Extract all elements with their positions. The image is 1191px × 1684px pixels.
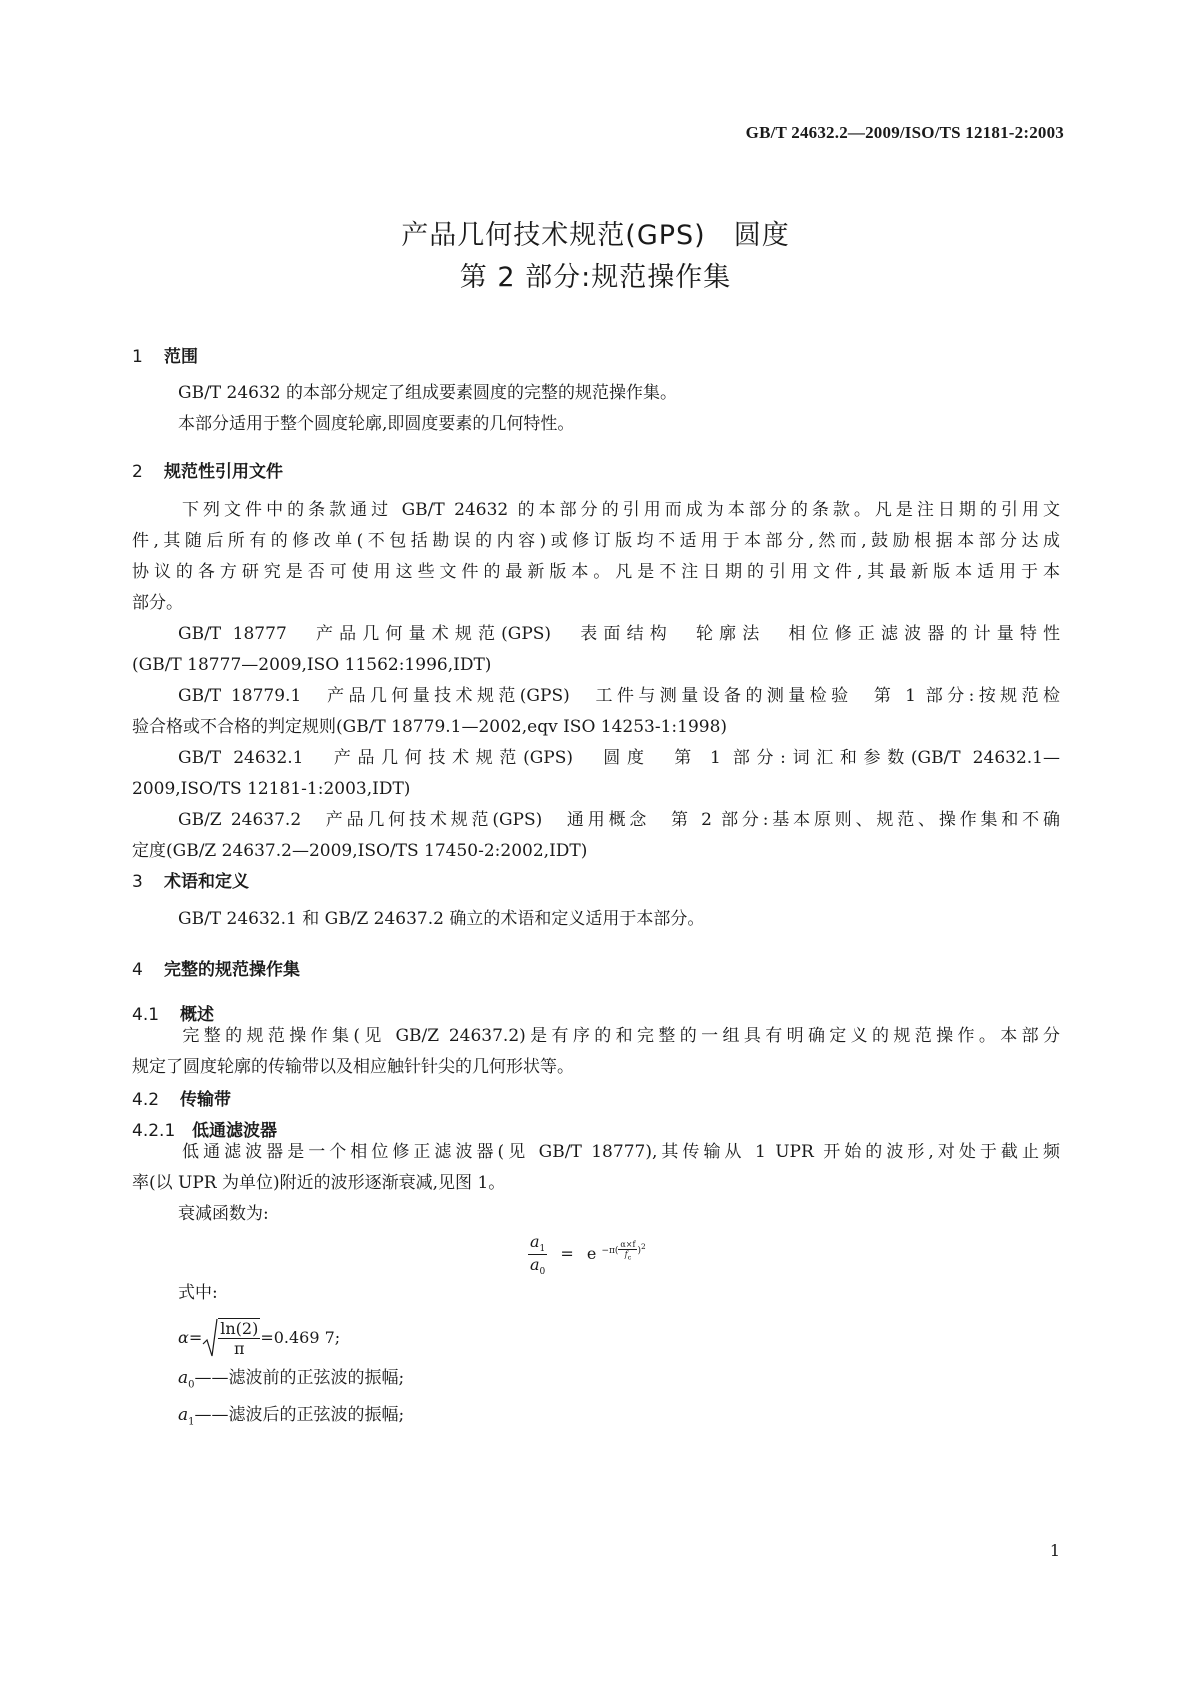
section-number: 4.2 bbox=[132, 1090, 160, 1110]
where-label-block bbox=[132, 1278, 1060, 1309]
paragraph-line: 部分。 bbox=[132, 593, 183, 613]
symbol-f: f bbox=[624, 1249, 628, 1259]
section-title: 传输带 bbox=[180, 1090, 231, 1110]
decay-function-label: 衰减函数为: bbox=[178, 1204, 269, 1224]
paragraph-line: 规定了圆度轮廓的传输带以及相应触针针尖的几何形状等。 bbox=[132, 1057, 574, 1077]
reference-line: GB/Z 24637.2 产品几何技术规范(GPS) 通用概念 第 2 部分:基本原则、规范、操作集和不确 bbox=[178, 810, 1060, 830]
reference-line: GB/T 18779.1 产品几何量技术规范(GPS) 工件与测量设备的测量检验 第 1 部分:按规范检 bbox=[178, 686, 1060, 706]
sqrt-fraction bbox=[218, 1318, 260, 1358]
section-3-heading bbox=[132, 867, 249, 892]
symbol-alpha: α bbox=[178, 1328, 189, 1347]
where-label: 式中: bbox=[178, 1283, 218, 1303]
section-title: 术语和定义 bbox=[164, 872, 249, 892]
symbol-definitions bbox=[132, 1363, 1060, 1438]
section-title: 完整的规范操作集 bbox=[164, 960, 300, 980]
ln-2: ln(2) bbox=[220, 1319, 259, 1338]
subscript: c bbox=[627, 1253, 632, 1262]
equals-sign: = bbox=[560, 1244, 574, 1264]
paragraph-line: 下列文件中的条款通过 GB/T 24632 的本部分的引用而成为本部分的条款。凡是注日期的引用文 bbox=[178, 500, 1060, 520]
paragraph: GB/T 24632.1 和 GB/Z 24637.2 确立的术语和定义适用于本部分。 bbox=[178, 909, 705, 929]
section-2-heading bbox=[132, 457, 283, 482]
sqrt-sign-icon bbox=[202, 1318, 218, 1358]
subscript: 1 bbox=[539, 1244, 546, 1255]
section-2-body bbox=[132, 495, 1060, 867]
section-number: 4 bbox=[132, 960, 143, 980]
paragraph-line: 协议的各方研究是否可使用这些文件的最新版本。凡是不注日期的引用文件,其最新版本适用于本 bbox=[132, 562, 1060, 582]
amplitude-ratio bbox=[528, 1232, 547, 1277]
paragraph: 本部分适用于整个圆度轮廓,即圆度要素的几何特性。 bbox=[178, 414, 575, 434]
exponent-close: ) bbox=[637, 1245, 641, 1256]
section-4-heading bbox=[132, 955, 300, 980]
exponent bbox=[601, 1239, 646, 1262]
section-4-1-body bbox=[132, 1021, 1060, 1083]
page-number: 1 bbox=[1049, 1541, 1060, 1560]
section-number: 4.1 bbox=[132, 1005, 160, 1025]
reference-line: 验合格或不合格的判定规则(GB/T 18779.1—2002,eqv ISO 14253-1:1998) bbox=[132, 717, 728, 737]
section-number: 2 bbox=[132, 462, 143, 482]
paragraph-line: 完整的规范操作集(见 GB/Z 24637.2)是有序的和完整的一组具有明确定义的规范操作。本部分 bbox=[178, 1026, 1060, 1046]
subscript: 1 bbox=[188, 1416, 195, 1428]
exponent-numerator: α×f bbox=[620, 1239, 636, 1249]
section-title: 概述 bbox=[180, 1005, 214, 1025]
section-3-body bbox=[132, 904, 1060, 935]
exponent-prefix: −π( bbox=[601, 1245, 619, 1256]
alpha-definition bbox=[178, 1317, 340, 1358]
document-subtitle: 第 2 部分:规范操作集 bbox=[459, 262, 732, 293]
equals-sign: = bbox=[188, 1328, 203, 1347]
section-4-2-1-body bbox=[132, 1137, 1060, 1230]
symbol-a: a bbox=[530, 1232, 540, 1251]
definition-text: ——滤波前的正弦波的振幅; bbox=[194, 1368, 405, 1388]
exponential-base: e bbox=[586, 1244, 597, 1264]
standard-code-header: GB/T 24632.2—2009/ISO/TS 12181-2:2003 bbox=[745, 123, 1064, 142]
alpha-value: =0.469 7; bbox=[260, 1328, 341, 1347]
subscript: 0 bbox=[539, 1267, 546, 1278]
pi: π bbox=[234, 1339, 245, 1358]
reference-line: (GB/T 18777—2009,ISO 11562:1996,IDT) bbox=[132, 655, 492, 675]
subscript: 0 bbox=[188, 1379, 195, 1391]
decay-formula bbox=[528, 1232, 646, 1277]
symbol-a: a bbox=[178, 1405, 189, 1426]
reference-line: 定度(GB/Z 24637.2—2009,ISO/TS 17450-2:2002,IDT) bbox=[132, 841, 588, 861]
section-title: 范围 bbox=[164, 347, 198, 367]
reference-line: GB/T 24632.1 产品几何技术规范(GPS) 圆度 第 1 部分:词汇和参数(GB/T 24632.1— bbox=[178, 748, 1060, 768]
reference-line: GB/T 18777 产品几何量术规范(GPS) 表面结构 轮廓法 相位修正滤波器的计量特性 bbox=[178, 624, 1060, 644]
symbol-a: a bbox=[530, 1255, 540, 1275]
section-number: 4.2.1 bbox=[132, 1121, 176, 1141]
section-title: 低通滤波器 bbox=[192, 1121, 277, 1141]
reference-line: 2009,ISO/TS 12181-1:2003,IDT) bbox=[132, 779, 411, 799]
paragraph-line: 件,其随后所有的修改单(不包括勘误的内容)或修订版均不适用于本部分,然而,鼓励根据本部分达成 bbox=[132, 531, 1060, 551]
section-4-2-heading bbox=[132, 1085, 231, 1110]
symbol-a: a bbox=[178, 1368, 189, 1388]
paragraph: GB/T 24632 的本部分规定了组成要素圆度的完整的规范操作集。 bbox=[178, 383, 678, 403]
square: 2 bbox=[641, 1241, 646, 1251]
section-1-heading bbox=[132, 342, 198, 367]
section-number: 1 bbox=[132, 347, 143, 367]
section-1-body bbox=[132, 378, 1060, 440]
section-title: 规范性引用文件 bbox=[164, 462, 283, 482]
paragraph-line: 低通滤波器是一个相位修正滤波器(见 GB/T 18777),其传输从 1 UPR 开始的波形,对处于截止频 bbox=[178, 1142, 1060, 1162]
document-title: 产品几何技术规范(GPS) 圆度 bbox=[401, 220, 790, 251]
definition-text: ——滤波后的正弦波的振幅; bbox=[194, 1405, 405, 1426]
section-number: 3 bbox=[132, 872, 143, 892]
paragraph-line: 率(以 UPR 为单位)附近的波形逐渐衰减,见图 1。 bbox=[132, 1173, 506, 1193]
